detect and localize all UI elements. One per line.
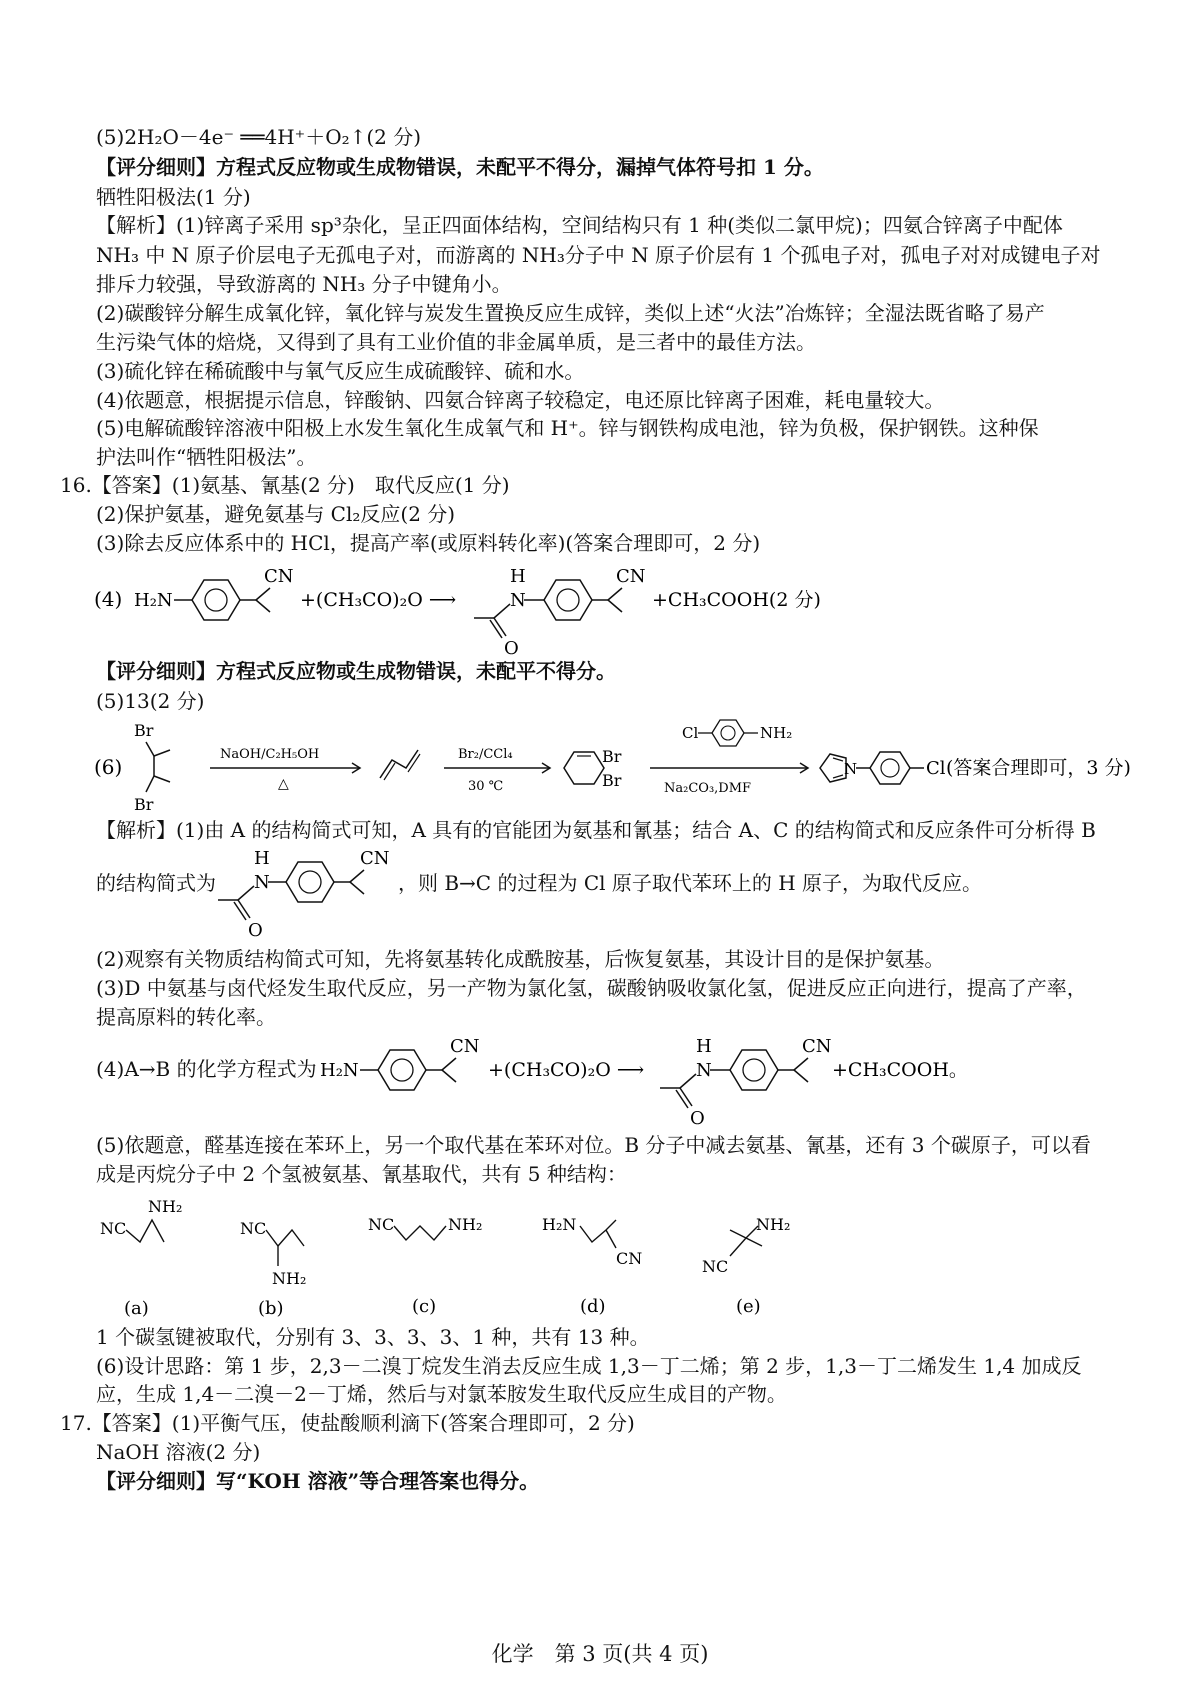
svg-text:O: O [690, 1108, 705, 1129]
isomer-label: (d) [580, 1296, 606, 1317]
equation-product: +CH₃COOH(2 分) [652, 589, 821, 611]
reaction-condition: NaOH/C₂H₅OH [220, 747, 320, 762]
synthesis-route-6 [90, 716, 1150, 816]
text-line: (2)观察有关物质结构简式可知，先将氨基转化成酰胺基，后恢复氨基，其设计目的是保护氨基。 [96, 947, 945, 971]
svg-text:Br: Br [134, 795, 154, 814]
svg-text:CN: CN [802, 1036, 832, 1057]
text-line: (4)依题意，根据提示信息，锌酸钠、四氨合锌离子较稳定，电还原比锌离子困难，耗电量较大。 [96, 388, 945, 412]
text-line: (3)除去反应体系中的 HCl，提高产率(或原料转化率)(答案合理即可，2 分) [96, 531, 761, 555]
text-line: 【解析】(1)锌离子采用 sp³杂化，呈正四面体结构，空间结构只有 1 种(类似二氯甲烷)；四氨合锌离子中配体 [96, 213, 1063, 237]
svg-text:NC: NC [702, 1257, 729, 1276]
scoring-note: 【评分细则】写“KOH 溶液”等合理答案也得分。 [96, 1469, 540, 1493]
text-line: (2)碳酸锌分解生成氧化锌，氧化锌与炭发生置换反应生成锌，类似上述“火法”冶炼锌；全湿法既省略了易产 [96, 301, 1045, 325]
text-line: (5)依题意，醛基连接在苯环上，另一个取代基在苯环对位。B 分子中减去氨基、氰基，还有 3 个碳原子，可以看 [96, 1133, 1091, 1157]
isomer-a [100, 1197, 182, 1319]
svg-text:N: N [510, 590, 526, 611]
isomer-label: (e) [736, 1296, 761, 1317]
svg-text:N: N [696, 1060, 712, 1081]
text-line: 【解析】(1)由 A 的结构简式可知，A 具有的官能团为氨基和氰基；结合 A、C 的结构简式和反应条件可分析得 B [96, 818, 1096, 842]
svg-text:CN: CN [360, 848, 390, 869]
reaction-condition: Br₂/CCl₄ [458, 747, 513, 762]
svg-text:NH₂: NH₂ [272, 1269, 307, 1288]
svg-text:Br: Br [134, 721, 154, 740]
svg-text:H: H [254, 848, 270, 869]
text-line: (4)A→B 的化学方程式为 [96, 1057, 317, 1081]
svg-text:H₂N: H₂N [134, 590, 173, 611]
svg-text:NC: NC [240, 1219, 267, 1238]
equation-reagent: +(CH₃CO)₂O ⟶ [300, 589, 457, 611]
equation-note: (答案合理即可，3 分) [946, 757, 1131, 779]
reaction-equation-4 [90, 560, 990, 660]
text-line: 应，生成 1,4－二溴－2－丁烯，然后与对氯苯胺发生取代反应生成目的产物。 [96, 1382, 787, 1406]
text-line: (5)13(2 分) [96, 689, 205, 713]
isomer-label: (a) [124, 1298, 149, 1319]
isomer-c [368, 1215, 482, 1317]
svg-text:NH₂: NH₂ [760, 724, 793, 742]
scoring-note: 【评分细则】方程式反应物或生成物错误，未配平不得分。 [96, 659, 616, 683]
text-line: 牺牲阳极法(1 分) [96, 185, 251, 209]
svg-text:Cl: Cl [926, 758, 946, 779]
text-line: NH₃ 中 N 原子价层电子无孤电子对，而游离的 NH₃分子中 N 原子价层有 1 个孤电子对，孤电子对对成键电子对 [96, 243, 1101, 267]
text-line: 提高原料的转化率。 [96, 1005, 276, 1029]
isomer-structures [90, 1190, 850, 1330]
svg-text:H: H [696, 1036, 712, 1057]
text-line: 成是丙烷分子中 2 个氢被氨基、氰基取代，共有 5 种结构： [96, 1162, 627, 1186]
svg-text:CN: CN [264, 566, 294, 587]
text-line: (3)硫化锌在稀硫酸中与氧气反应生成硫酸锌、硫和水。 [96, 359, 585, 383]
text-line: 1 个碳氢键被取代，分别有 3、3、3、3、1 种，共有 13 种。 [96, 1325, 650, 1349]
text-line: (5)2H₂O－4e⁻ ══4H⁺＋O₂↑(2 分) [96, 125, 422, 149]
text-line: ，则 B→C 的过程为 Cl 原子取代苯环上的 H 原子，为取代反应。 [398, 871, 983, 895]
svg-text:H: H [510, 566, 526, 587]
svg-text:O: O [248, 920, 263, 938]
svg-text:N: N [844, 760, 858, 778]
svg-text:NH₂: NH₂ [756, 1215, 791, 1234]
text-line: 护法叫作“牺牲阳极法”。 [96, 445, 317, 469]
equation-reagent: +(CH₃CO)₂O ⟶ [488, 1059, 645, 1081]
question-17-answer: 17.【答案】(1)平衡气压，使盐酸顺利滴下(答案合理即可，2 分) [60, 1411, 635, 1435]
svg-text:Br: Br [602, 771, 622, 790]
text-line: 生污染气体的焙烧，又得到了具有工业价值的非金属单质，是三者中的最佳方法。 [96, 330, 816, 354]
svg-text:NC: NC [100, 1219, 127, 1238]
svg-text:H₂N: H₂N [320, 1060, 359, 1081]
text-line: NaOH 溶液(2 分) [96, 1440, 261, 1464]
svg-text:CN: CN [616, 566, 646, 587]
isomer-b [240, 1219, 306, 1319]
svg-text:H₂N: H₂N [542, 1215, 577, 1234]
page-footer: 化学 第 3 页(共 4 页) [491, 1642, 709, 1666]
svg-text:CN: CN [616, 1249, 643, 1268]
svg-text:NH₂: NH₂ [148, 1197, 183, 1216]
reaction-equation-a-to-b [316, 1030, 976, 1130]
reaction-condition: 30 ℃ [468, 779, 504, 794]
svg-text:NH₂: NH₂ [448, 1215, 483, 1234]
equation-label: (6) [94, 755, 123, 779]
question-16-answer: 16.【答案】(1)氨基、氰基(2 分) 取代反应(1 分) [60, 473, 510, 497]
text-line: (3)D 中氨基与卤代烃发生取代反应，另一产物为氯化氢，碳酸钠吸收氯化氢，促进反应正向进行，提高了产率， [96, 976, 1087, 1000]
svg-text:Br: Br [602, 747, 622, 766]
reaction-condition: △ [278, 776, 289, 792]
isomer-label: (b) [258, 1298, 284, 1319]
text-line: (2)保护氨基，避免氨基与 Cl₂反应(2 分) [96, 502, 456, 526]
equation-label: (4) [94, 587, 123, 611]
svg-text:N: N [254, 872, 270, 893]
text-line: 的结构简式为 [96, 871, 216, 895]
scoring-note: 【评分细则】方程式反应物或生成物错误，未配平不得分，漏掉气体符号扣 1 分。 [96, 155, 824, 179]
text-line: (6)设计思路：第 1 步，2,3－二溴丁烷发生消去反应生成 1,3－丁二烯；第 2 步，1,3－丁二烯发生 1,4 加成反 [96, 1354, 1082, 1378]
text-line: 排斥力较强，导致游离的 NH₃ 分子中键角小。 [96, 272, 512, 296]
isomer-e [702, 1215, 790, 1317]
isomer-label: (c) [412, 1296, 437, 1317]
svg-text:CN: CN [450, 1036, 480, 1057]
isomer-d [542, 1215, 642, 1317]
svg-text:NC: NC [368, 1215, 395, 1234]
svg-text:O: O [504, 638, 519, 659]
equation-product: +CH₃COOH。 [832, 1059, 968, 1081]
svg-text:Cl: Cl [682, 724, 699, 742]
structure-b [218, 842, 418, 938]
text-line: (5)电解硫酸锌溶液中阳极上水发生氧化生成氧气和 H⁺。锌与钢铁构成电池，锌为负极，保护钢铁。这种保 [96, 416, 1039, 440]
reaction-condition: Na₂CO₃,DMF [664, 781, 752, 796]
